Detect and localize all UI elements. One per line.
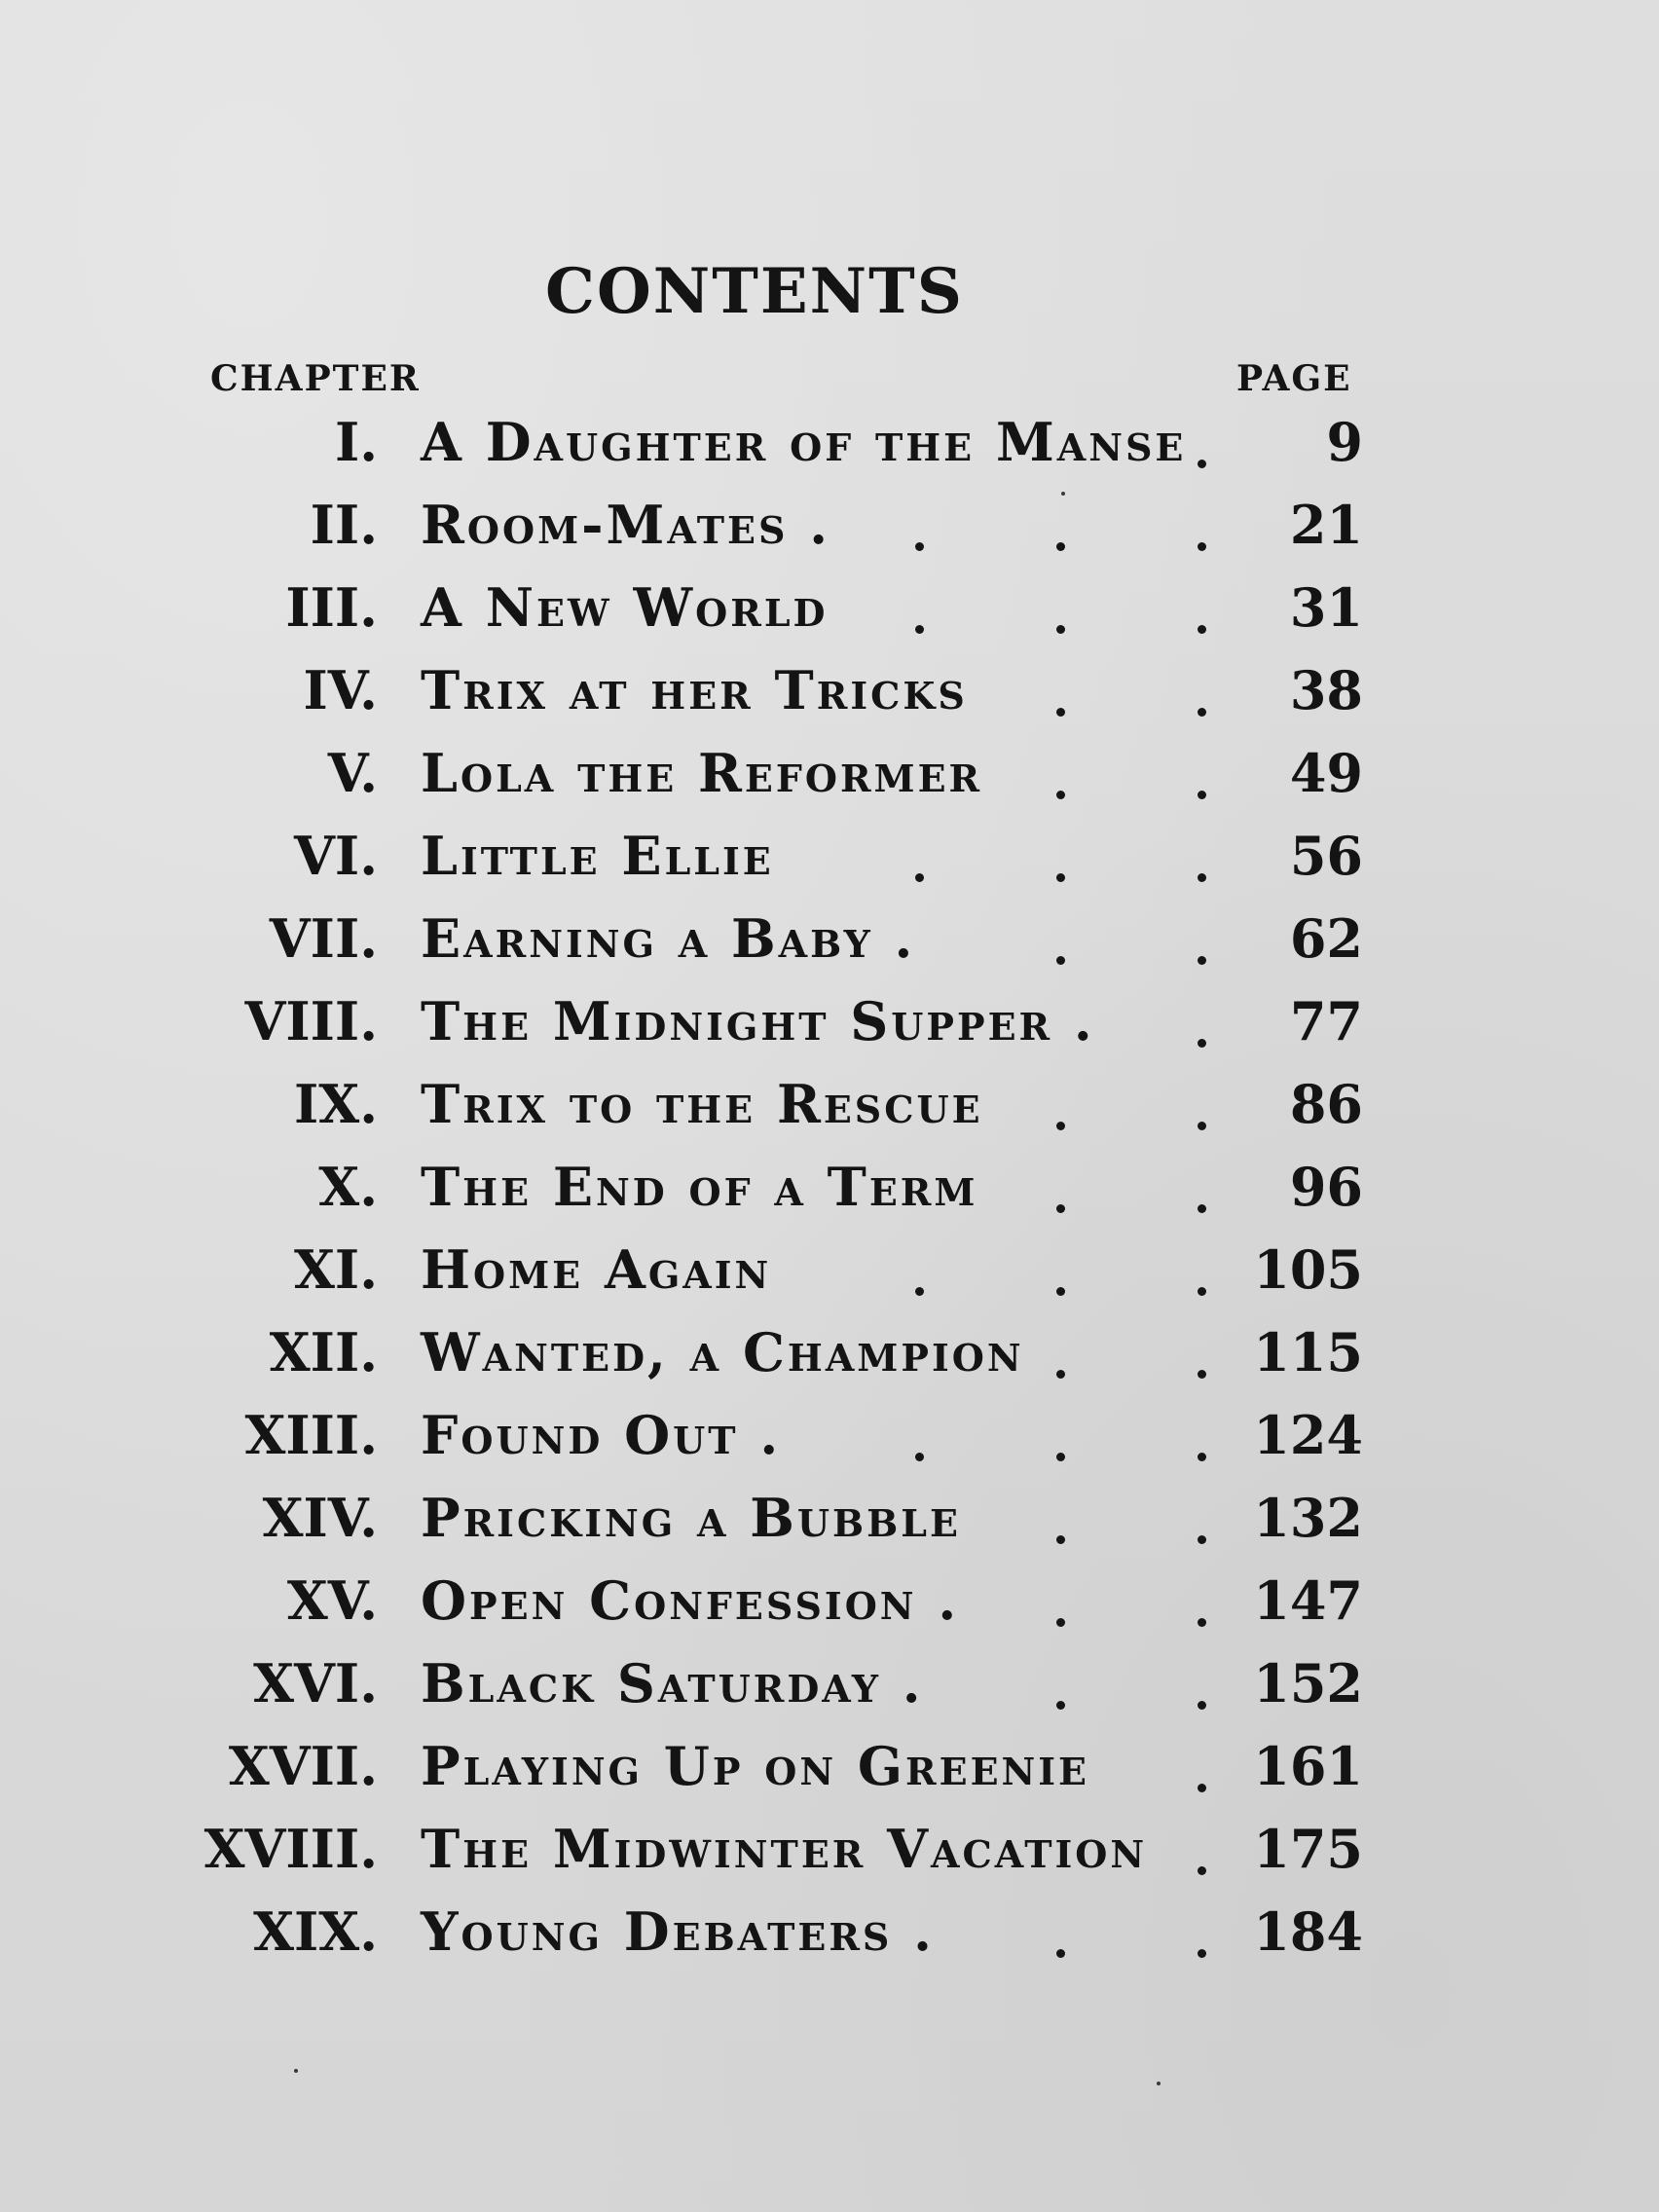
- chapter-number: XIX.: [253, 1900, 378, 1963]
- chapter-title: Home Again: [421, 1238, 772, 1301]
- leader-dots: [419, 576, 1217, 645]
- table-of-contents: [0, 401, 1659, 1973]
- chapter-title: Playing Up on Greenie: [421, 1735, 1090, 1797]
- toc-entry: [0, 1229, 1659, 1311]
- leader-dots: [419, 742, 1217, 810]
- leader-dots: [419, 1900, 1217, 1969]
- page-number: 96: [1289, 1156, 1363, 1218]
- leader-dots: [419, 990, 1217, 1058]
- chapter-title: The End of a Term: [421, 1156, 978, 1218]
- page-number: 184: [1253, 1900, 1363, 1963]
- page-number: 132: [1253, 1487, 1363, 1549]
- page-title: CONTENTS: [545, 255, 964, 328]
- toc-entry: [0, 567, 1659, 649]
- leader-dots: [419, 907, 1217, 976]
- toc-entry: [0, 1477, 1659, 1560]
- chapter-number: XI.: [294, 1238, 378, 1301]
- chapter-title: Open Confession .: [421, 1569, 960, 1632]
- chapter-title: Found Out .: [421, 1404, 782, 1466]
- toc-entry: [0, 1394, 1659, 1477]
- chapter-title: The Midnight Supper .: [421, 990, 1095, 1052]
- page-number: 9: [1326, 411, 1363, 473]
- page-number: 49: [1289, 742, 1363, 804]
- chapter-number: XIII.: [244, 1404, 378, 1466]
- leader-dots: [419, 825, 1217, 893]
- page-number: 161: [1253, 1735, 1363, 1797]
- toc-entry: [0, 1146, 1659, 1229]
- chapter-title: The Midwinter Vacation: [421, 1818, 1148, 1880]
- toc-entry: [0, 980, 1659, 1063]
- page-number: 105: [1253, 1238, 1363, 1301]
- toc-entry: [0, 1560, 1659, 1642]
- toc-entry: [0, 649, 1659, 732]
- chapter-title: Young Debaters .: [421, 1900, 935, 1963]
- chapter-number: IX.: [294, 1073, 378, 1135]
- chapter-title: Little Ellie: [421, 825, 774, 887]
- toc-entry: [0, 1725, 1659, 1808]
- chapter-number: X.: [318, 1156, 378, 1218]
- paper-speck: [1157, 2082, 1161, 2085]
- leader-dots: [419, 1321, 1217, 1389]
- leader-dots: [419, 1404, 1217, 1472]
- chapter-number: XII.: [269, 1321, 378, 1383]
- chapter-number: I.: [334, 411, 378, 473]
- toc-entry: [0, 1642, 1659, 1725]
- page-number: 21: [1289, 494, 1363, 556]
- chapter-title: A Daughter of the Manse: [421, 411, 1187, 473]
- page-number: 31: [1289, 576, 1363, 639]
- page-number: 56: [1289, 825, 1363, 887]
- chapter-number: XVIII.: [203, 1818, 378, 1880]
- page-number: 124: [1253, 1404, 1363, 1466]
- leader-dots: [419, 1156, 1217, 1224]
- chapter-number: VIII.: [244, 990, 378, 1052]
- toc-entry: [0, 401, 1659, 484]
- chapter-column-header: CHAPTER: [210, 358, 421, 399]
- leader-dots: [419, 1569, 1217, 1638]
- toc-entry: [0, 732, 1659, 815]
- chapter-number: V.: [327, 742, 378, 804]
- chapter-number: VI.: [294, 825, 378, 887]
- page-number: 147: [1253, 1569, 1363, 1632]
- page-number: 152: [1253, 1652, 1363, 1714]
- leader-dots: [419, 494, 1217, 562]
- chapter-number: XVI.: [253, 1652, 378, 1714]
- leader-dots: [419, 1735, 1217, 1803]
- paper-speck: [294, 2069, 298, 2073]
- page-column-header: PAGE: [1236, 358, 1352, 399]
- chapter-title: Lola the Reformer: [421, 742, 983, 804]
- page-number: 62: [1289, 907, 1363, 970]
- leader-dots: [419, 1238, 1217, 1307]
- chapter-number: II.: [310, 494, 378, 556]
- toc-entry: [0, 1063, 1659, 1146]
- chapter-number: XIV.: [262, 1487, 378, 1549]
- chapter-number: III.: [285, 576, 378, 639]
- leader-dots: [419, 411, 1217, 479]
- chapter-number: VII.: [269, 907, 378, 970]
- chapter-title: Trix at her Tricks: [421, 659, 968, 721]
- leader-dots: [419, 1487, 1217, 1555]
- chapter-title: Wanted, a Champion: [421, 1321, 1024, 1383]
- leader-dots: [419, 1652, 1217, 1720]
- page-number: 115: [1253, 1321, 1363, 1383]
- chapter-title: Room-Mates .: [421, 494, 831, 556]
- leader-dots: [419, 1073, 1217, 1141]
- page-number: 77: [1289, 990, 1363, 1052]
- leader-dots: [419, 1818, 1217, 1886]
- toc-entry: [0, 815, 1659, 898]
- toc-entry: [0, 1891, 1659, 1973]
- chapter-title: Earning a Baby .: [421, 907, 916, 970]
- toc-entry: [0, 898, 1659, 980]
- chapter-title: Pricking a Bubble: [421, 1487, 961, 1549]
- chapter-number: XV.: [286, 1569, 378, 1632]
- chapter-title: Black Saturday .: [421, 1652, 924, 1714]
- toc-entry: [0, 1808, 1659, 1891]
- chapter-number: XVII.: [228, 1735, 378, 1797]
- chapter-title: Trix to the Rescue: [421, 1073, 983, 1135]
- page-number: 38: [1289, 659, 1363, 721]
- toc-entry: [0, 484, 1659, 567]
- chapter-number: IV.: [303, 659, 378, 721]
- toc-entry: [0, 1311, 1659, 1394]
- chapter-title: A New World: [421, 576, 829, 639]
- leader-dots: [419, 659, 1217, 727]
- paper-speck: [1061, 492, 1065, 496]
- page-number: 175: [1253, 1818, 1363, 1880]
- page-number: 86: [1289, 1073, 1363, 1135]
